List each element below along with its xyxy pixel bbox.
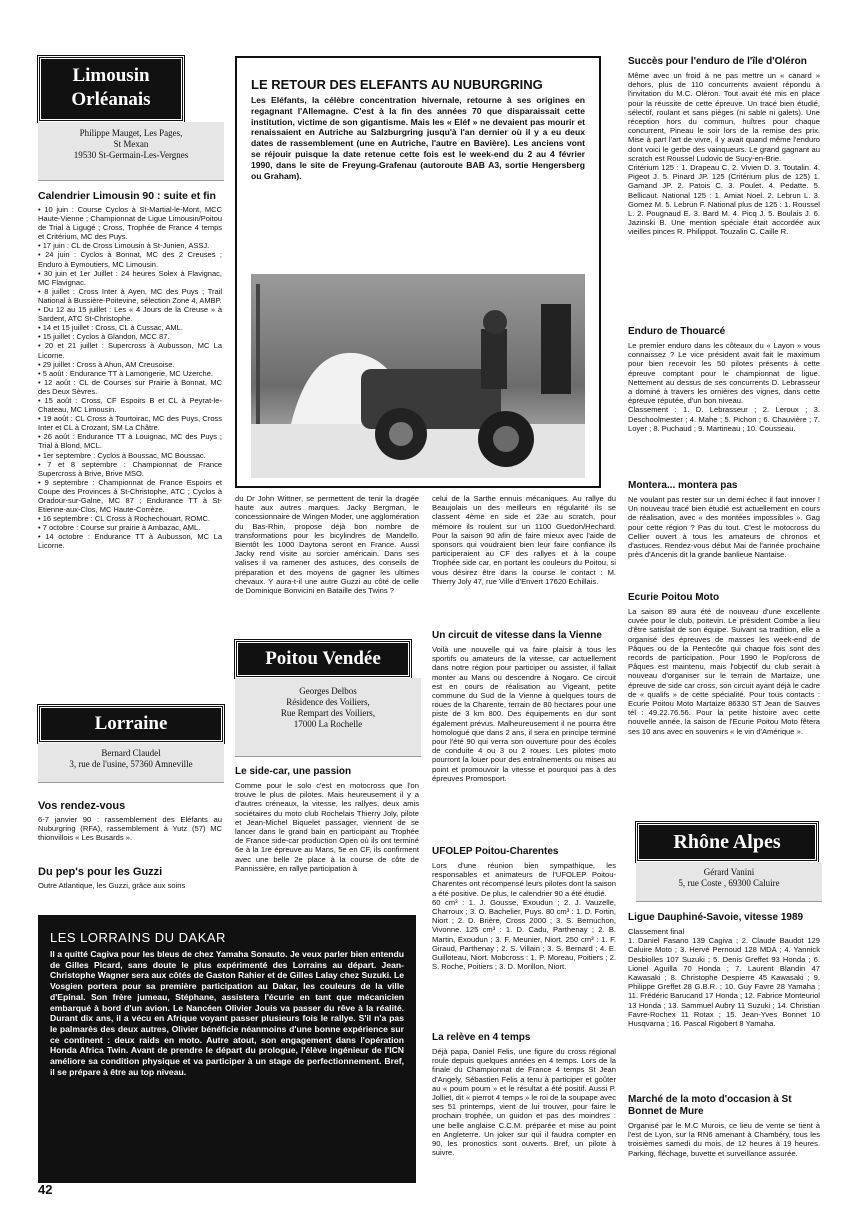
calendrier-item: • 15 juillet : Cyclos à Glandon, MCC 87. (38, 332, 222, 341)
dauphine-heading: Ligue Dauphiné-Savoie, vitesse 1989 (628, 912, 804, 923)
limousin-banner (38, 56, 184, 122)
address-line: 17000 La Rochelle (293, 719, 363, 729)
thouarce-text: Le premier enduro dans les côteaux du « Layon » vous connaissez ? Le vice président avait fait le maximum pour bien recevoir les 50 pilotes présents à cette épreuve comptant pour le championnat de ligue. Nettement au dessus de ses concurrents D. Lebrasseur a dominé à travers les ornières des vignes, dans cette épreuve réputée, d'un bon niveau. (628, 341, 820, 406)
calendrier-item: • 29 juillet : Cross à Ahun, AM Creusoise. (38, 360, 222, 369)
poitou-address (235, 678, 421, 757)
calendrier-item: • 17 juin : CL de Cross Limousin à St-Junien, ASSJ. (38, 241, 222, 250)
calendrier-item: • 8 juillet : Cross Inter à Ayen, MC des Puys ; Trail National à Bussière-Poitevine, sélection Zone 4, AMBP. (38, 287, 222, 305)
vos-rdv-text: 6-7 janvier 90 : rassemblement des Eléfants au Nuburgring (RFA), rassemblement à Yutz (57) MC thionvillois « Les Busards ». (38, 815, 222, 843)
lorraine-address (38, 743, 224, 783)
dauphine-results: 1. Daniel Fasano 139 Cagiva ; 2. Claude Baudot 129 Caluire Moto ; 3. Hervé Pernoud 128 MDA ; 4. Yannick Desbiolles 107 Suzuki ; 5. Denis Greffet 93 Honda ; 6. Lionel Aguilla 70 Honda ; 7. Laurent Blandin 47 Kawasaki ; 8. Christophe Despierre 45 Kawasaki ; 9. Philippe Greffet 28 G.B.R. ; 10. Guy Favre 28 Yamaha ; 11. Frédéric Barucand 17 Honda ; 12. Fabrice Monteuriol 13 Honda ; 13. Sammuel Aubry 11 Suzuki ; 14. Christian Favre-Rochex 11 Rotax ; 15. Jean-Yves Bonnet 10 Husqvarna ; 16. Pascal Rigobert 8 Yamaha. (628, 936, 820, 1029)
address-line: 5, rue Coste , 69300 Caluire (678, 878, 780, 888)
guzzi-continued-text: du Dr John Wittner, se permettent de tenir la dragée haute aux autres marques. Jacky Bergman, le concessionnaire de Wingen Moder, une agglomération du Bas-Rhin, propose déjà bon nombre de transformations pour les bicylindres de Mandello. Bientôt les 1000 Daytona seront en France. Aussi Jacky rend visite au sorcier américain. Dans ses valises il va ramener des astuces, des conseils de préparation et des moyens de gagner les ultimes chevaux. Y aura-t-il une autre Guzzi au côté de celle de Dominique Bonvicini en Bataille des Twins ? (235, 494, 419, 596)
rhone-banner (636, 822, 818, 862)
releve-heading: La relève en 4 temps (432, 1032, 531, 1043)
vos-rdv-section (38, 800, 222, 843)
ecurie-text: La saison 89 aura été de nouveau d'une excellente cuvée pour le club, poitevin. Le président Combe a lieu d'être satisfait de son équipe. Suivant sa tradition, elle a organisé des épreuves de masses les week-end de Pâques ou de la Pentecôte qui chaque fois sont des records de participation. Pour 1990 le Pop/cross de Pâques est maintenu, mais l'objectif du club serait à nouveau d'organiser sur le terrain de Martaize, une épreuve de side car cross, son circuit ayant déjà le cadre de « qualifs » de cette spécialité. Pour tous contacts : Ecurie Poitou Moto Martaize 86330 ST Jean de Sauves tél : 49.22.76.56. Pour la petite histoire avec cette nouvelle année, la saison de l'Ecurie Poitou Moto fêtera ses 10 ans avec en souvenirs « le vin d'Amérique ». (628, 607, 820, 736)
ufolep-section (432, 846, 616, 971)
calendrier-item: • 9 septembre : Championnat de France Espoirs et Coupe des Provinces à St-Christophe, ATC ; Cyclos à Oradour-sur-Galne, MC 87 ; Endurance TT à St-Etienne-aux-Clos, MC Haute-Corrèze. (38, 478, 222, 514)
thouarce-heading: Enduro de Thouarcé (628, 326, 726, 337)
vitesse-heading: Un circuit de vitesse dans la Vienne (432, 630, 602, 641)
calendrier-list (38, 205, 222, 551)
oleron-text: Même avec un froid à ne pas mettre un « canard » dehors, plus de 110 concurrents avaient répondu à l'invitation du M.C. Oléron. Tout avait été mis en place pour la réussite de cette épreuve. Un tracé bien étudié, sélectif, roulant et sans pièges (ni sable ni galets). Une réception hors du commun, huîtres pour chaque concurrent, Pineau le soir lors de la remise des prix. Mise à part l'art de vivre, il y avait quand même l'enduro dont voici le gerbe des vainqueurs. Le grand gagnant au scratch est Roussel Ludovic de Sucy-en-Brie. (628, 71, 820, 163)
vos-rdv-heading: Vos rendez-vous (38, 800, 126, 812)
sarthe-continued-text: celui de la Sarthe ennuis mécaniques. Au rallye du Beaujolais un des meilleurs en régularité ils se classent 4ème en side et 23e au scratch, pour mémoire ils roulent sur un 1100 Guedon/Hechard. Pour la saison 90 afin de faire mieux avec l'aide de sponsors qui voudraient bien leur faire confiance ils participeraient au CF des rallyes et à la coupe Trophée side car, en portant les couleurs du Poitou, si vous désirez être dans la course le contact : M. Thierry Joly 47, rue Ville d'Envert 17620 Echillais. (432, 494, 616, 586)
address-line: St Mexan (113, 139, 149, 149)
guzzi-text: Outre Atlantique, les Guzzi, grâce aux soins (38, 881, 186, 890)
address-line: Georges Delbos (299, 686, 357, 696)
lorraine-banner (38, 705, 224, 743)
dakar-text: Il a quitté Cagiva pour les bleus de chez Yamaha Sonauto. Je veux parler bien entendu de Gilles Picard, sans doute le plus expérimenté des Lorrains au départ. Jean-Christophe Wagner sera aux côtés de Gaston Rahier et de Gilles Lalay chez Suzuki. Le Vosgien portera pour sa première participation au Dakar, les couleurs de la ville d'Epinal. Son frère jumeau, Stéphane, assistera l'écurie en tant que mécanicien embarqué à bord d'un avion. Le Nancéen Olivier Jouis va passer du rêve à la réalité. Durant dix ans, il a vécu en Afrique voyant passer plusieurs fois le rallye. S'il n'a pas le palmarès des deux autres, Olivier bénéficie néanmoins d'une bonne expérience sur ce continent : deux raids en moto. Autre atout, son engagement dans l'opération Honda Africa Twin. Avant de prendre le départ du prologue, l'élève ingénieur de l'ICN améliore sa condition physique et va participer à un stage de perfectionnement. Bref, il se prépare à être au top niveau. (50, 949, 404, 1077)
marche-section (628, 1094, 820, 1158)
calendrier-item: • 20 et 21 juillet : Supercross à Aubusson, MC La Licorne. (38, 341, 222, 359)
ufolep-text: Lors d'une réunion bien sympathique, les responsables et animateurs de l'UFOLEP Poitou-Charentes ont récompensé leurs pilotes dont la saison a été positive. De plus, le calendrier 90 a été étudié. (432, 861, 616, 898)
oleron-heading: Succès pour l'enduro de l'île d'Oléron (628, 56, 807, 67)
calendrier-item: • 24 juin : Cyclos à Bonnat, MC des 2 Creuses ; Enduro à Eymoutiers, MC Limousin. (38, 250, 222, 268)
poitou-title: Poitou Vendée (265, 648, 381, 669)
sidecar-photo (251, 274, 585, 478)
releve-section (432, 1032, 616, 1157)
page-number: 42 (38, 1182, 53, 1197)
calendrier-item: • 10 juin : Course Cyclos à St-Martial-le-Mont, MCC Haute-Vienne ; Championnat de Ligue Limousin/Poitou de Trial à Ligugé ; Cross, Trophée de France 4 temps et Critérium, MC des Puys. (38, 205, 222, 241)
calendrier-item: • 7 octobre : Course sur prairie à Ambazac, AML. (38, 523, 222, 532)
marche-text: Organisé par le M.C Murois, ce lieu de vente se tient à l'est de Lyon, sur la RN6 amenant à Chambéry, tous les troisièmes samedi du mois, de 12 heures à 19 heures. Parking, fléchage, buvette et surveillance assurée. (628, 1121, 820, 1158)
thouarce-section (628, 326, 820, 433)
calendrier-item: • 7 et 8 septembre : Championnat de France Supercross à Brive, Brive MSO. (38, 460, 222, 478)
releve-text: Déjà papa, Daniel Felis, une figure du cross régional roule depuis quelques années en 4 temps. Lors de la finale du Championnat de France 4 temps St Jean d'Angely, Sébastien Felis a tenu à participer et goûter au « poum poum » et le résultat a été positif. Aussi P. Jolliet, dit « pierrot 4 temps » le roi de la soupape avec ses 51 printemps, vient de lui trouver, pour faire le prochain trophée, un guidon et pas des moindres : une belle anglaise C.C.M. préparée et mise au point en Angleterre. Un joker sur qui il faudra compter en 90, les pronostics sont ouverts. Bref, un pilote à suivre. (432, 1047, 616, 1158)
calendrier-heading: Calendrier Limousin 90 : suite et fin (38, 190, 216, 202)
sidecar-section (235, 766, 419, 873)
calendrier-item: • 26 août : Endurance TT à Louignac, MC des Puys ; Trial à Blond, MCL. (38, 432, 222, 450)
ufolep-heading: UFOLEP Poitou-Charentes (432, 846, 559, 857)
elefants-box (235, 56, 601, 488)
dakar-heading: LES LORRAINS DU DAKAR (50, 930, 226, 945)
sidecar-text: Comme pour le solo c'est en motocross que l'on trouve le plus de pilotes. Mais heureusement il y a d'autres créneaux, la vitesse, les rallyes, deux amis sociétaires du moto club Rochelais Thierry Joly, pilote et Jean-Michel Biquelet passager, viennent de se lancer dans le grand bain en participant au Trophée de France side-car production Open où ils ont terminé 6e à la 1re épreuve au Mans, 5e en CF, ils confirment avec une belle 2e place à la course de côte de Pannissière, en rallye participation à (235, 781, 419, 873)
limousin-title-1: Limousin (72, 65, 150, 86)
calendrier-item: • 19 août : CL Cross à Tourtoirac, MC des Puys, Cross Inter et CL à Crozant, SM La Châtre. (38, 414, 222, 432)
ecurie-section (628, 592, 820, 736)
montera-text: Ne voulant pas rester sur un demi échec il faut innover ! Un nouveau tracé bien étudié est actuellement en cours de réalisation, avec « des montées impossibles ». Gag pour cette région ? Pas du tout. C'est le motocross du Cellier ouvert à tous les amateurs de chronos et d'astuces. Rendez-vous début Mai de l'année prochaine près d'Ancenis dit la grande banlieue Nantaise. (628, 495, 820, 560)
elefants-intro: Les Eléfants, la célèbre concentration hivernale, retourne à ses origines en regagnant l'Allemagne. C'est à la fin des années 70 que disparaissait cette institution, victime de son gigantisme. Mais les « Eléf » ne devaient pas mourir et renaissaient en Autriche au Salzburgring jusqu'à l'an dernier où il y a eu deux dates de rassemblement (une en Autriche, l'autre en Bavière). Les anciens vont se réjouir puisque la date retenue cette fois est le week-end du 2 au 4 février 1990, dans le site de Freyung-Grafenau (autoroute BAB A3, sortie Hengersberg ou Graham). (251, 95, 585, 181)
guzzi-section (38, 866, 222, 890)
address-line: Gérard Vanini (703, 867, 755, 877)
calendrier-item: • Du 12 au 15 juillet : Les « 4 Jours de la Creuse » à Sardent, ATC St-Christophe. (38, 305, 222, 323)
montera-section (628, 480, 820, 559)
calendrier-item: • 16 septembre : CL Cross à Rochechouart, ROMC. (38, 514, 222, 523)
address-line: Philippe Mauget, Les Pages, (79, 128, 183, 138)
guzzi-continued (235, 494, 419, 595)
calendrier-item: • 1er septembre : Cyclos à Boussac, MC Boussac. (38, 451, 222, 460)
dakar-box (38, 915, 416, 1183)
sidecar-photo-image (251, 274, 585, 478)
rhone-title: Rhône Alpes (673, 831, 781, 853)
calendrier-item: • 5 août : Endurance TT à Lamongerie, MC Uzerche. (38, 369, 222, 378)
lorraine-title: Lorraine (94, 713, 168, 734)
limousin-address (38, 122, 224, 181)
calendrier-item: • 14 octobre : Endurance TT à Aubusson, MC La Licorne. (38, 532, 222, 550)
address-line: Résidence des Voiliers, (286, 697, 370, 707)
montera-heading: Montera... montera pas (628, 480, 738, 491)
poitou-banner (235, 640, 411, 678)
ecurie-heading: Ecurie Poitou Moto (628, 592, 720, 603)
rhone-address (636, 862, 822, 902)
calendrier-item: • 15 août : Cross, CF Espoirs B et CL à Peyrat-le-Chateau, MC Limousin. (38, 396, 222, 414)
elefants-heading: LE RETOUR DES ELEFANTS AU NUBURGRING (251, 77, 543, 92)
ufolep-results: 60 cm³ : 1. J. Gousse, Exoudun ; 2. J. Vauzelle, Charroux ; 3. O. Bachelier, Puys. 80 cm³ : 1. D. Fortin, Niort ; 2. D. Brière, Cross 2000 ; 3. S. Bernuchon, Vivonne. 125 cm³ : 1. D. Cadu, Parthenay ; 2. B. Martin, Exoudun ; 3. F. Meunier, Niort. 250 cm³ : 1. F. Giraud, Parthenay ; 2. S. Villain ; 3. S. Bernard ; 4. E. Guilloteau, Niort. Mobcross : 1. P. Moreau, Poitiers ; 2. S. Roche, Poitiers ; 3. D. Morillon, Niort. (432, 897, 616, 972)
sarthe-continued (432, 494, 616, 586)
oleron-section (628, 56, 820, 237)
address-line: Bernard Claudel (101, 748, 161, 758)
thouarce-results: Classement : 1. D. Lebrasseur ; 2. Leroux ; 3. Deschoolmester ; 4. Mahe ; 5. Pichon ; 6. Chauvière ; 7. Loyer ; 8. Puchaud ; 9. Martineau ; 10. Cousseau. (628, 405, 820, 433)
oleron-results: Critérium 125 : 1. Drapeau C. 2. Vivien D. 3. Toutalin. 4. Pigeot J. 5. Pinard JP. 125 (Critérium plus de 125) 1. Gamand JP. 2. Patois C. 3. Poulet. 4. Pedatte. 5. Bellicaut. National 125 : 1. Amiat Noel. 2. Lebrun L. 3. Gomez M. 5. Lebrun F. National plus de 125 : 1. Roussel L. 2. Pougnaud E. 3. Bard M. 4. Picq J. 5. Boulais J. 6. Jazinski B. Une mention spéciale était accordée aux vieilles pinces R. Philippot. Touzalin C. Caille R. (628, 163, 820, 237)
dauphine-section (628, 912, 820, 1028)
calendrier-item: • 14 et 15 juillet : Cross, CL à Cussac, AML. (38, 323, 222, 332)
calendrier-item: • 30 juin et 1er Juillet : 24 heures Solex à Flavignac, MC Flavignac. (38, 269, 222, 287)
calendrier-item: • 12 août : CL de Courses sur Prairie à Bonnat, MC des Deux Sèvres. (38, 378, 222, 396)
sidecar-heading: Le side-car, une passion (235, 766, 352, 777)
address-line: 3, rue de l'usine, 57360 Amneville (69, 759, 193, 769)
dauphine-text: Classement final (628, 927, 685, 936)
marche-heading: Marché de la moto d'occasion à St Bonnet de Mure (628, 1094, 792, 1117)
vitesse-text: Voilà une nouvelle qui va faire plaisir à tous les sportifs ou amateurs de la vitesse, car actuellement dans notre région pour participer ou assister, il fallait monter au Mans ou descendre à Nogaro. Ce circuit est en cours de réalisation au Vigeant, petite commune du Sud de la Vienne à quelques tours de roues de la Charente, terrain de 80 hectares pour une piste de 3 km 800. Des équipements en dur sont également prévus. Malheureusement il ne pourra être homologué que dans 2 ans, il sera en principe terminé pour l'été 90 qui verra son ouverture pour des écoles de conduite 4 ou 3 ou 2 roues. Les pilotes moto pourront la louer pour des entraînements ou mises au point et promouvoir la vitesse et pourquoi pas à des épreuves Promosport. (432, 645, 616, 783)
calendrier-section (38, 190, 222, 551)
address-line: Rue Rempart des Voiliers, (280, 708, 376, 718)
address-line: 19530 St-Germain-Les-Vergnes (73, 150, 189, 160)
guzzi-heading: Du pep's pour les Guzzi (38, 866, 163, 878)
vitesse-section (432, 630, 616, 783)
limousin-title-2: Orléanais (71, 89, 151, 110)
